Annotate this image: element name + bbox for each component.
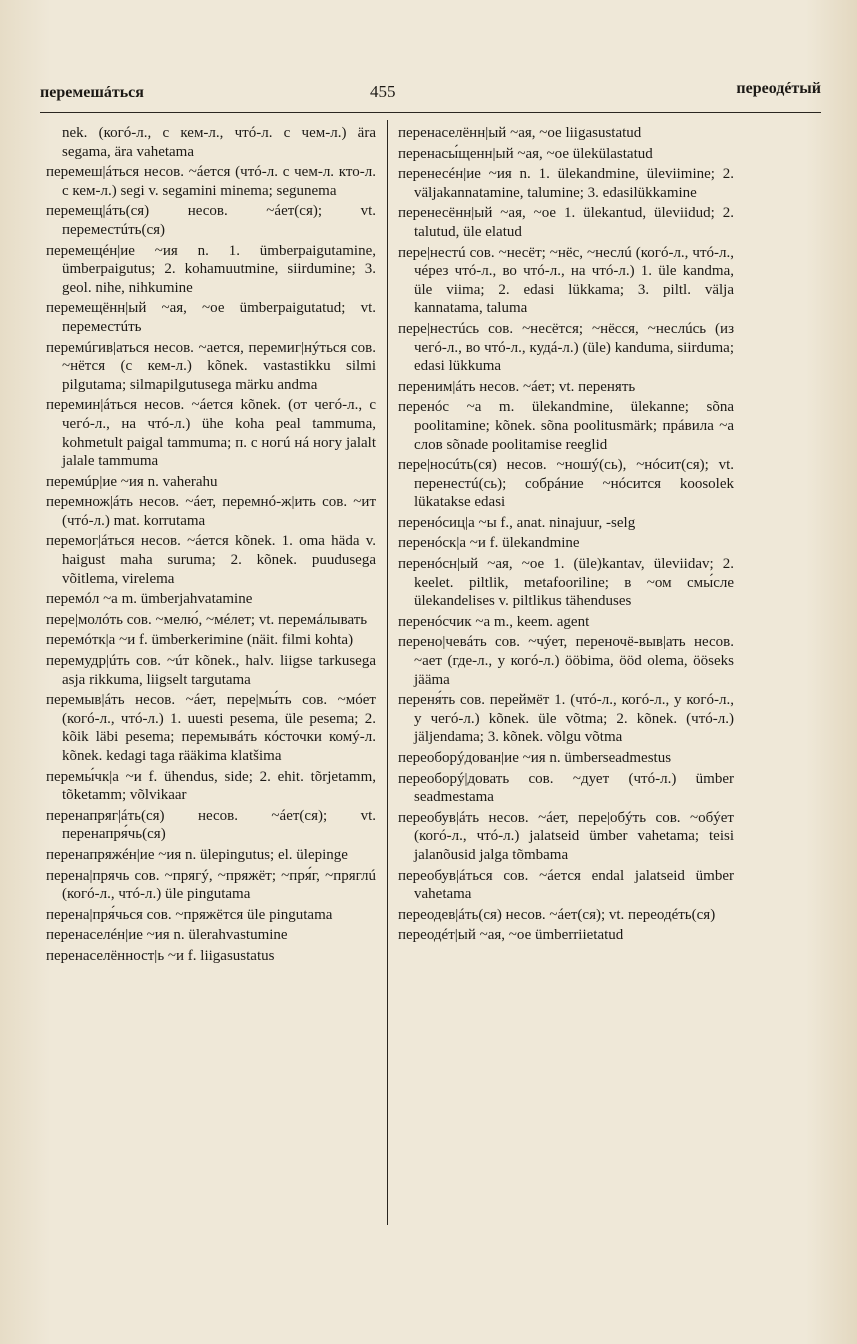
left-column [46,124,376,968]
dictionary-entry: перемин|áться несов. ~áется kõnek. (от чегó-л., с чегó-л., на чтó-л.) ühe koha peal tammuma, kohmetult paigal tammuma; п. с ногú нá ногу jalalt jalale tammuma [46,397,376,470]
dictionary-entry: перемещённ|ый ~ая, ~ое ümberpaigutatud; vt. переместúть [46,300,376,335]
dictionary-entry: перемеш|áться несов. ~áется (чтó-л. с чем-л. кто-л. с кем-л.) segi v. segamini minema; segunema [46,164,376,199]
dictionary-entry: перемóтк|а ~и f. ümberkerimine (näit. filmi kohta) [46,632,354,649]
dictionary-entry: перенóсн|ый ~ая, ~ое 1. (üle)kantav, üleviidav; 2. keelet. piltlik, metafooriline; в ~ом смы́сле ülekandelises v. piltlikus tähenduses [398,556,734,610]
dictionary-entry: перена|пря́чься сов. ~пряжётся üle pingutama [46,906,333,923]
dictionary-entry: пере|носúть(ся) несов. ~ношý(сь), ~нóсит(ся); vt. перенестú(сь); собрáние ~нóсится koosolek lükatakse edasi [398,457,734,511]
column-divider [387,120,388,1225]
dictionary-entry: перемещéн|ие ~ия n. 1. ümberpaigutamine, ümberpaigutus; 2. kohamuutmine, siirdumine; 3. geol. nihe, nihkumine [46,242,376,296]
dictionary-entry: переодéт|ый ~ая, ~ое ümberriietatud [398,927,624,944]
dictionary-entry: перенесённ|ый ~ая, ~ое 1. ülekantud, üleviidud; 2. talutud, üle elatud [398,205,734,240]
dictionary-entry: переоборý|довать сов. ~дует (чтó-л.) ümber seadmestama [398,770,734,806]
dictionary-entry: перенасы́щенн|ый ~ая, ~ое ülekülastatud [398,145,653,162]
dictionary-entry: перенесéн|ие ~ия n. 1. ülekandmine, üleviimine; 2. väljakannatamine, talumine; 3. edasilükkamine [398,166,734,201]
dictionary-entry: пере|нестúсь сов. ~несётся; ~нёсся, ~неслúсь (из чегó-л., во чтó-л., кудá-л.) (üle) kanduma, siirduma; edasi lükkuma [398,320,734,375]
dictionary-entry: перемнож|áть несов. ~áет, перемнó-ж|ить сов. ~ит (чтó-л.) mat. korrutama [46,494,376,529]
dictionary-entry: перенаселéн|ие ~ия n. ülerahvastumine [46,927,288,944]
dictionary-entry: перемещ|áть(ся) несов. ~áет(ся); vt. переместúть(ся) [46,203,376,238]
dictionary-entry: переодев|áть(ся) несов. ~áет(ся); vt. переодéть(ся) [398,906,716,923]
dictionary-entry: перенаселённост|ь ~и f. liigasustatus [46,947,275,964]
right-column [398,124,734,947]
dictionary-entry: переобув|áться сов. ~áется endal jalatseid ümber vahetama [398,867,734,903]
dictionary-entry: перемúр|ие ~ия n. vaherahu [46,473,218,490]
header-right-guide-word: переодéтый [736,80,821,97]
page-header [40,80,821,106]
dictionary-entry: перенаселённ|ый ~ая, ~ое liigasustatud [398,125,642,141]
header-left-guide-word: перемешáться [40,84,144,101]
dictionary-entry: перенóс ~а m. ülekandmine, ülekanne; sõna poolitamine; kõnek. sõna poolitusmärk; прáвила ~а слов sõnade poolitamise reeglid [398,399,734,453]
header-rule [40,112,821,113]
dictionary-entry: перемы́чк|а ~и f. ühendus, side; 2. ehit. tõrjetamm, tõketamm; võlvikaar [46,768,376,804]
dictionary-entry: переоборýдован|ие ~ия n. ümberseadmestus [398,750,672,766]
page-number: 455 [370,82,396,101]
dictionary-entry: перенапряг|áть(ся) несов. ~áет(ся); vt. перенапря́чь(ся) [46,807,376,843]
dictionary-entry: переобув|áть несов. ~áет, пере|обýть сов. ~обýет (когó-л., чтó-л.) jalatseid ümber vahetama; teisi jalanõusid jalga tõmbama [398,809,734,863]
dictionary-entry: перена|прячь сов. ~прягý, ~пряжёт; ~пря́г, ~пряглú (когó-л., чтó-л.) üle pingutama [46,867,376,903]
dictionary-entry: пере|молóть сов. ~мелю́, ~мéлет; vt. перемáлывать [46,611,368,628]
dictionary-entry: переня́ть сов. переймёт 1. (чтó-л., когó-л., у когó-л., у чегó-л.) kõnek. üle võtma; 2. kõnek. (чтó-л.) jäljendama; 3. kõnek. võlgu võtma [398,692,734,746]
dictionary-entry: перемыв|áть несов. ~áет, пере|мы́ть сов. ~мóет (когó-л., чтó-л.) 1. uuesti pesema, üle pesema; 2. kõik läbi pesema; перемывáть кóсточки комý-л. kõnek. kedagi taga rääkima klatšima [46,692,376,764]
dictionary-entry: перено|чевáть сов. ~чýет, переночё-выв|ать несов. ~ает (где-л., у когó-л.) ööbima, ööd olema, ööseks jääma [398,634,734,688]
dictionary-entry: перенóсиц|а ~ы f., anat. ninajuur, -selg [398,514,636,531]
dictionary-entry: перемог|áться несов. ~áется kõnek. 1. oma häda v. haigust maha suruma; 2. kõnek. puudusega võitlema, virelema [46,533,376,587]
dictionary-entry: пере|нестú сов. ~несёт; ~нёс, ~неслú (когó-л., чтó-л., чéрез чтó-л., во чтó-л., на чтó-л.) 1. üle kandma, üle viima; 2. edasi lükkama; 3. piltl. välja kannatama, taluma [398,244,734,317]
dictionary-entry: перемудр|úть сов. ~úт kõnek., halv. liigse tarkusega asja rikkuma, liigselt targutama [46,653,376,688]
dictionary-entry: перенапряжéн|ие ~ия n. ülepingutus; el. ülepinge [46,846,348,863]
dictionary-entry: nek. (когó-л., с кем-л., чтó-л. с чем-л.) ära segama, ära vahetama [62,125,376,160]
dictionary-entry: перемóл ~а m. ümberjahvatamine [46,591,253,608]
dictionary-entry: перемúгив|аться несов. ~ается, перемиг|нýться сов. ~нётся (с кем-л.) kõnek. vastastikku silmi pilgutama; silmapilgutusega märku andma [46,339,376,393]
dictionary-entry: перенóсчик ~а m., keem. agent [398,613,590,630]
dictionary-entry: перенóск|а ~и f. ülekandmine [398,535,580,552]
dictionary-entry: переним|áть несов. ~áет; vt. перенять [398,378,636,395]
